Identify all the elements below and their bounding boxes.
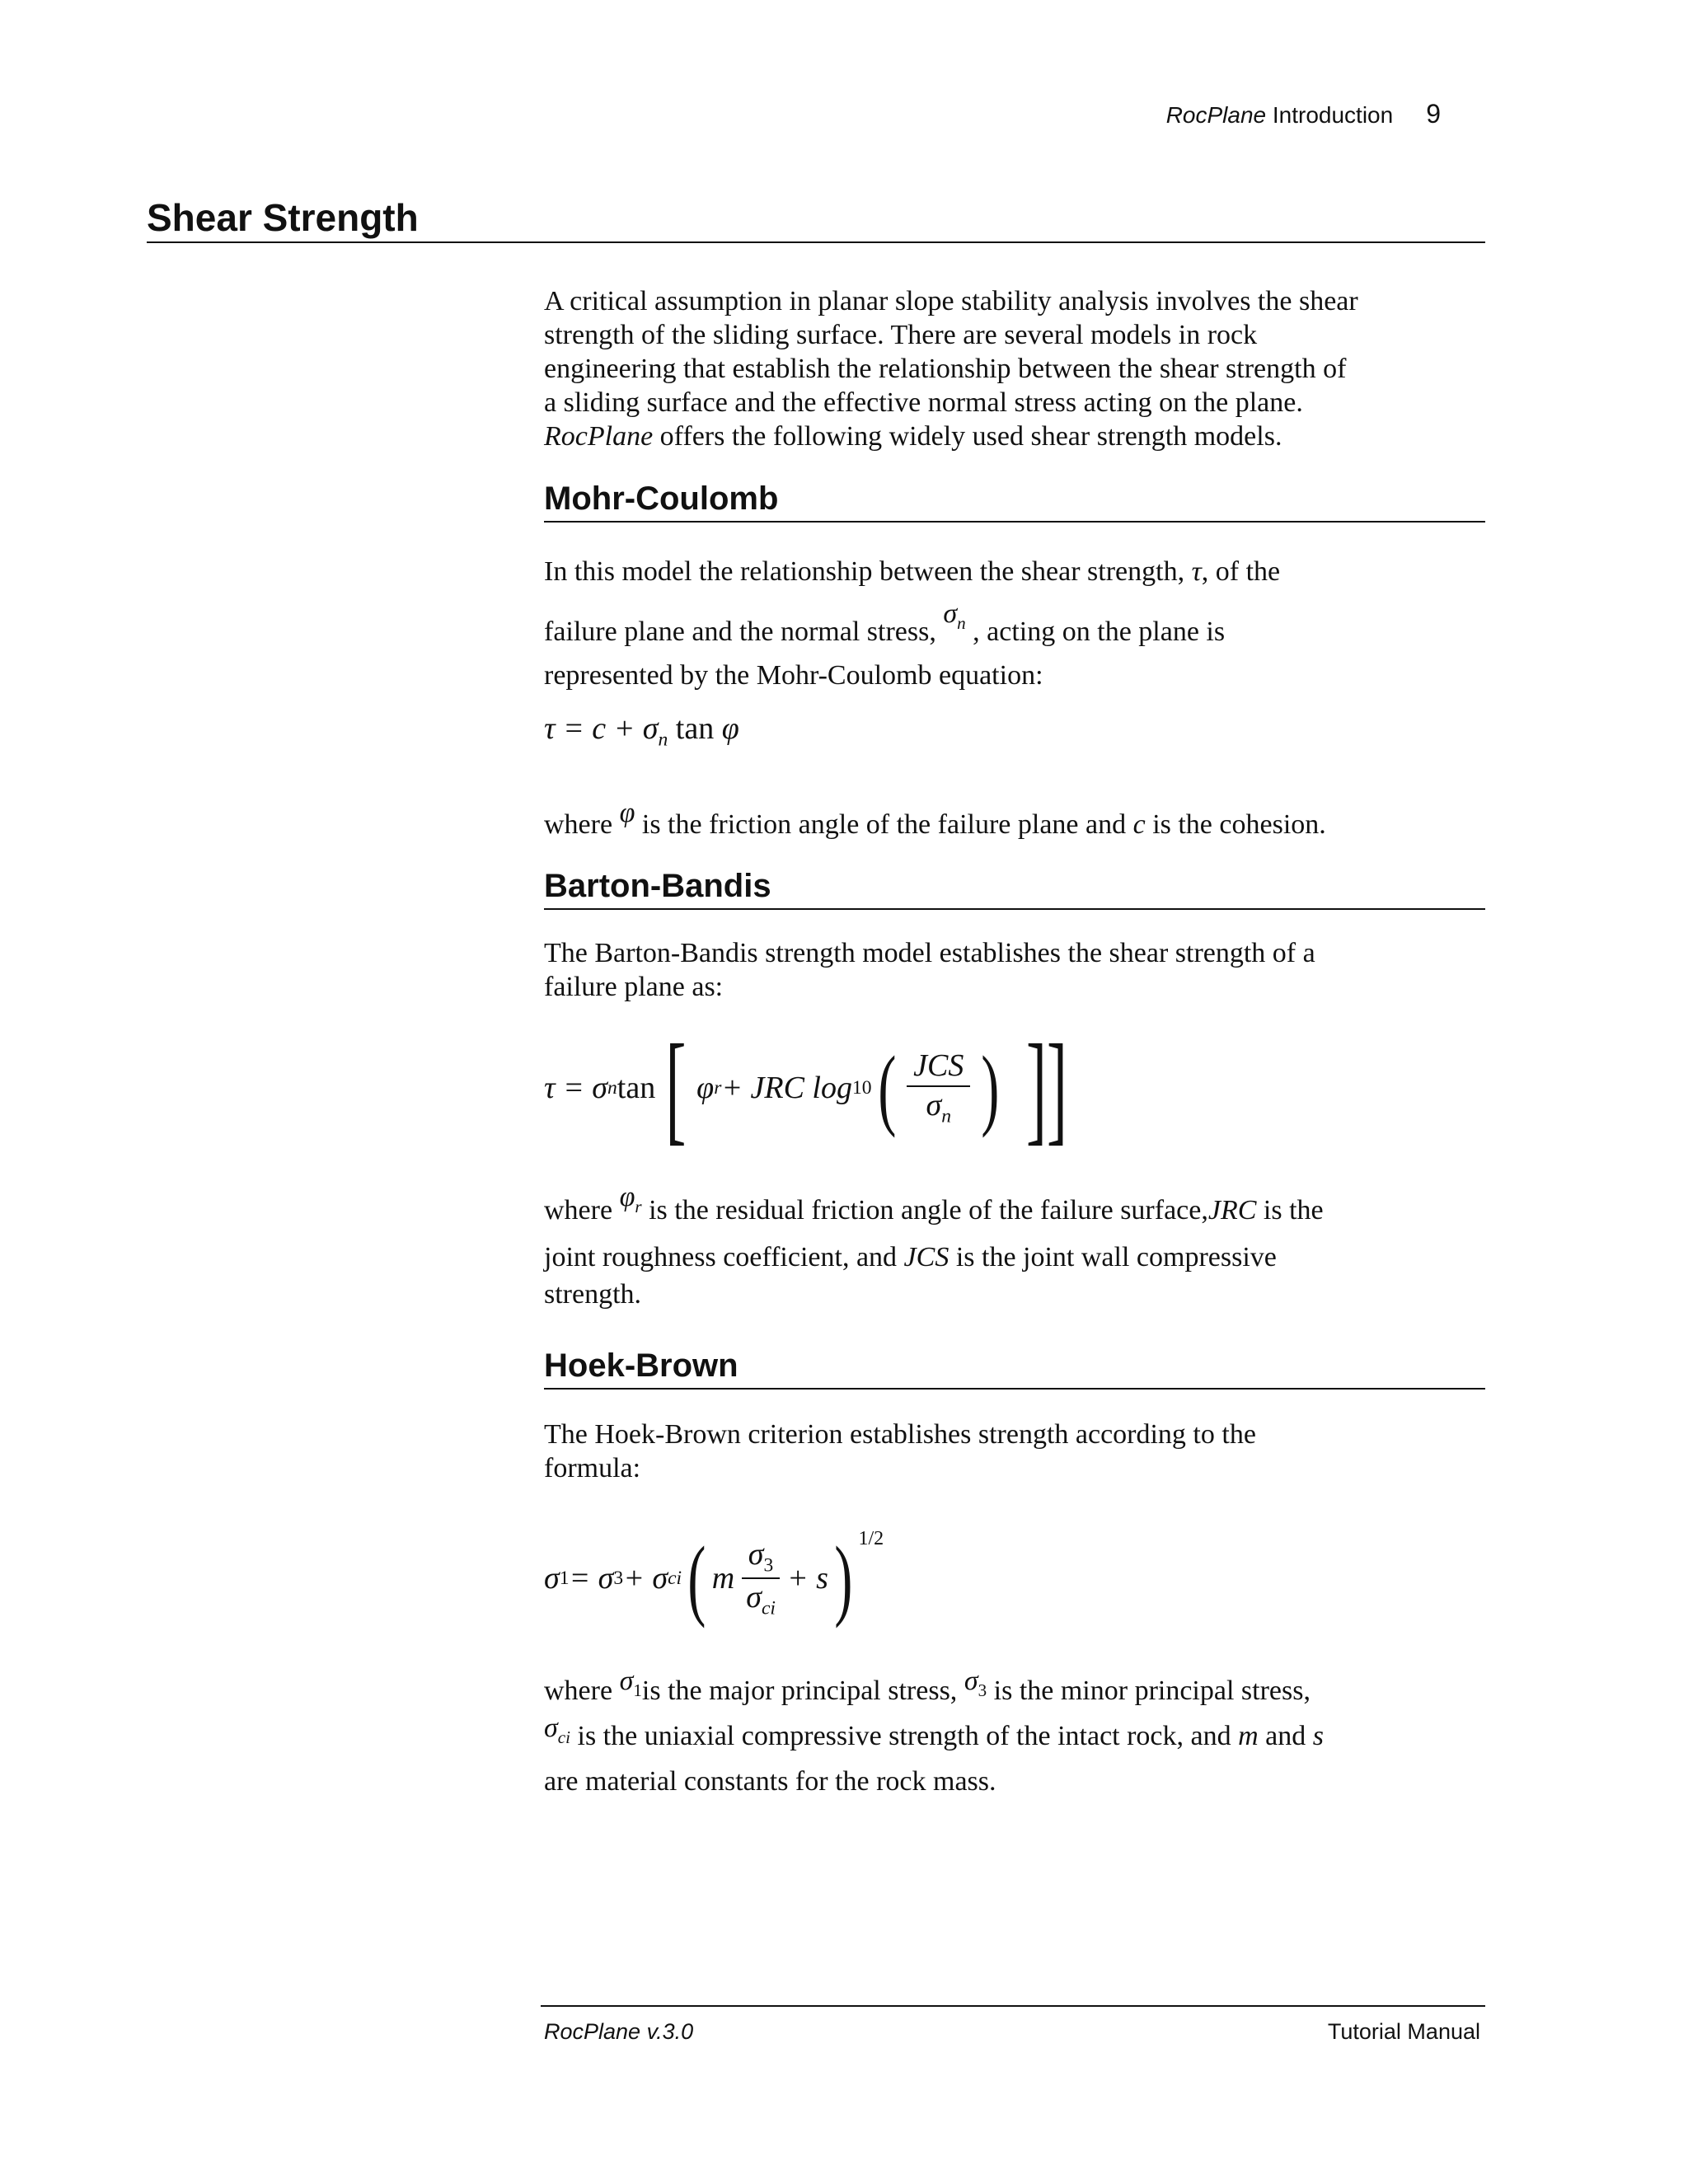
intro-last-text: offers the following widely used shear strength models. [653, 421, 1282, 452]
footer-manual-title: Tutorial Manual [1327, 2019, 1480, 2044]
hoek-text [544, 1418, 1475, 1485]
section-rule-hoek-brown [544, 1388, 1485, 1390]
barton-text [544, 936, 1475, 1004]
header-title [1166, 102, 1394, 129]
barton-bandis-equation: τ = σ n tan [ φ r + JRC log 10 ( $\frac{\text{JCS}}{\sigma_n}$ ) ]] [544, 1019, 1067, 1156]
tau-symbol: τ [1191, 556, 1202, 587]
section-title-barton-bandis: Barton-Bandis [544, 868, 771, 904]
jcs-symbol: JCS [903, 1241, 950, 1272]
chapter-rule [147, 241, 1485, 243]
barton-where: where $\varphi_r$ is the residual friction angle of the failure surface,JRC is the joint roughness coefficient, and JCS is the joint wall compressive strength. [544, 1182, 1324, 1310]
intro-line: a sliding surface and the effective normal stress acting on the plane. [544, 387, 1303, 418]
jcs-fraction: $\frac{\text{JCS}}{\sigma_n}$ [907, 1047, 970, 1127]
header-section: Introduction [1272, 102, 1394, 128]
running-header [1166, 99, 1441, 129]
footer-product-version: RocPlane v.3.0 [544, 2019, 694, 2044]
intro-paragraph [544, 284, 1475, 453]
mohr-line-1: In this model the relationship between the shear strength, τ, of the [544, 556, 1281, 587]
mohr-line-2: failure plane and the normal stress, $\sigma_n$ , acting on the plane is [544, 598, 1226, 647]
mohr-coulomb-equation: $\tau = c + \sigma_n$ tan φ [544, 711, 739, 751]
intro-product: RocPlane [544, 421, 654, 452]
section-rule-mohr-coulomb [544, 521, 1485, 523]
intro-line: engineering that establish the relationship between the shear strength of [544, 354, 1347, 384]
mohr-where: where φ is the friction angle of the failure plane and c is the cohesion. [544, 798, 1326, 840]
intro-line: A critical assumption in planar slope stability analysis involves the shear [544, 286, 1358, 316]
intro-line: strength of the sliding surface. There are several models in rock [544, 320, 1258, 350]
phi-r-symbol: $\varphi_r$ [619, 1182, 642, 1216]
chapter-title: Shear Strength [147, 196, 419, 239]
mohr-text [544, 555, 1475, 692]
jrc-symbol: JRC [1207, 1195, 1257, 1226]
footer-rule [541, 2005, 1485, 2007]
hoek-line-1: The Hoek-Brown criterion establishes strength according to the [544, 1419, 1256, 1450]
c-symbol: c [1132, 809, 1146, 840]
intro-line [544, 419, 1475, 453]
sigma-n-symbol: $\sigma_n$ [943, 598, 966, 633]
phi-symbol: φ [619, 798, 635, 828]
section-title-hoek-brown: Hoek-Brown [544, 1347, 738, 1384]
hoek-where: where $\sigma_1is$ the major principal stress, $\sigma_3$ is the minor principal stress, $\sigma_{ci}$ is the uniaxial compressive strength of the intact rock, and m and s are material constants for the rock mass. [544, 1666, 1324, 1797]
page-number: 9 [1426, 99, 1441, 129]
section-title-mohr-coulomb: Mohr-Coulomb [544, 480, 779, 517]
hoek-brown-equation: σ 1 = σ 3 + σ ci ( m $\frac{\sigma_3}{\sigma_{ci}}$ + s ) $^{1/2}$ [544, 1527, 884, 1629]
barton-line-2: failure plane as: [544, 972, 724, 1002]
mohr-line-3: represented by the Mohr-Coulomb equation: [544, 659, 1043, 691]
sigma-fraction: $\frac{\sigma_3}{\sigma_{ci}}$ [739, 1536, 782, 1620]
barton-line-1: The Barton-Bandis strength model establishes the shear strength of a [544, 938, 1315, 968]
hoek-line-2: formula: [544, 1453, 641, 1483]
section-rule-barton-bandis [544, 908, 1485, 910]
header-product: RocPlane [1165, 102, 1267, 128]
